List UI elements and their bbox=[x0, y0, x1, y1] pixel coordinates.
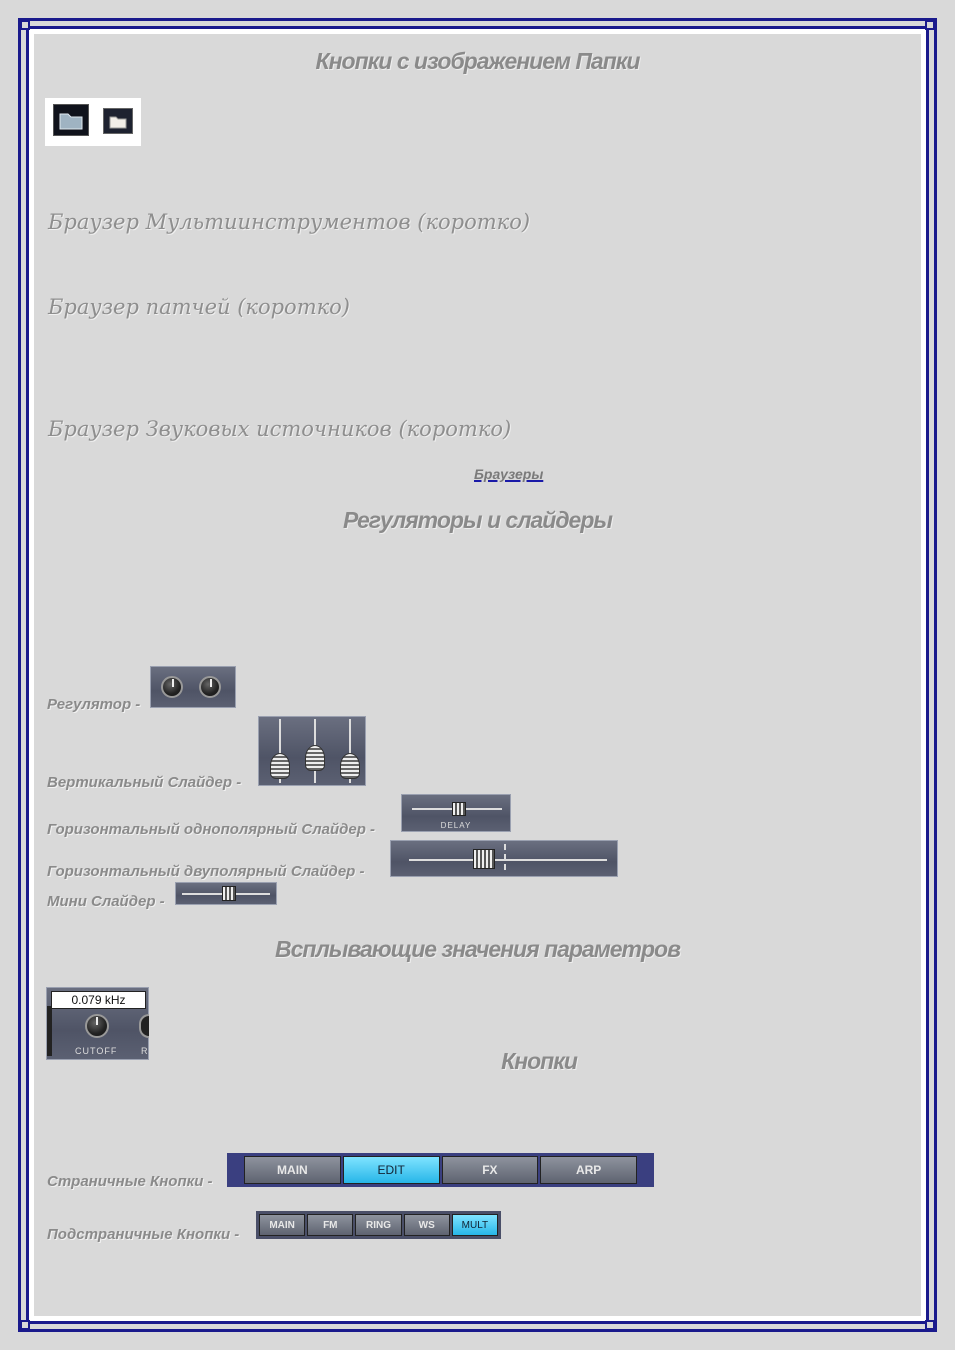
partial-knob bbox=[139, 1014, 149, 1038]
center-marker bbox=[504, 844, 506, 874]
tab-fm[interactable]: FM bbox=[307, 1214, 353, 1236]
heading-popup-values: Всплывающие значения параметров bbox=[275, 936, 680, 962]
folder-icon bbox=[104, 109, 132, 133]
corner-ornament bbox=[925, 1320, 935, 1330]
tab-mult[interactable]: MULT bbox=[452, 1214, 498, 1236]
tab-ws[interactable]: WS bbox=[404, 1214, 450, 1236]
tab-ring[interactable]: RING bbox=[355, 1214, 401, 1236]
horizontal-unipolar-slider-panel bbox=[401, 794, 511, 832]
knob[interactable] bbox=[199, 676, 221, 698]
document-page bbox=[34, 34, 921, 1316]
cutoff-label: CUTOFF bbox=[75, 1046, 118, 1056]
folder-icon bbox=[54, 105, 88, 135]
corner-ornament bbox=[20, 20, 30, 30]
patch-browser-title: Браузер патчей (коротко) bbox=[48, 295, 350, 319]
mini-slider-panel bbox=[175, 882, 277, 905]
slider-track bbox=[409, 859, 607, 861]
popup-value-tooltip: 0.079 kHz bbox=[51, 991, 146, 1009]
vertical-slider-handle[interactable] bbox=[270, 753, 290, 779]
knob-label: Регулятор - bbox=[47, 696, 141, 713]
subpage-tab-bar bbox=[256, 1211, 501, 1239]
subpage-buttons-label: Подстраничные Кнопки - bbox=[47, 1226, 240, 1243]
folder-button-small[interactable] bbox=[103, 108, 133, 134]
mini-slider-handle[interactable] bbox=[222, 886, 236, 901]
multi-browser-title: Браузер Мультиинструментов (коротко) bbox=[48, 210, 531, 234]
tab-main[interactable]: MAIN bbox=[244, 1156, 341, 1184]
mini-slider-label: Мини Слайдер - bbox=[47, 893, 165, 910]
cutoff-knob[interactable] bbox=[85, 1014, 109, 1038]
tab-edit[interactable]: EDIT bbox=[343, 1156, 440, 1184]
vertical-slider-label: Вертикальный Слайдер - bbox=[47, 774, 242, 791]
page-tab-bar bbox=[227, 1153, 654, 1187]
tab-arp[interactable]: ARP bbox=[540, 1156, 637, 1184]
heading-folder-buttons: Кнопки с изображением Папки bbox=[315, 48, 640, 74]
page-buttons-label: Страничные Кнопки - bbox=[47, 1173, 213, 1190]
folder-buttons-panel bbox=[45, 98, 141, 146]
horizontal-slider-handle[interactable] bbox=[452, 802, 466, 816]
heading-buttons: Кнопки bbox=[501, 1048, 577, 1074]
browsers-link[interactable]: Браузеры bbox=[474, 466, 544, 482]
tab-main[interactable]: MAIN bbox=[259, 1214, 305, 1236]
corner-ornament bbox=[20, 1320, 30, 1330]
popup-value-panel bbox=[46, 987, 149, 1060]
horizontal-unipolar-slider-label: Горизонтальный однополярный Слайдер - bbox=[47, 821, 376, 838]
knob[interactable] bbox=[161, 676, 183, 698]
horizontal-bipolar-slider-label: Горизонтальный двуполярный Слайдер - bbox=[47, 863, 365, 880]
horizontal-slider-handle[interactable] bbox=[473, 849, 495, 869]
corner-ornament bbox=[925, 20, 935, 30]
horizontal-bipolar-slider-panel bbox=[390, 840, 618, 877]
panel-edge bbox=[47, 1006, 52, 1056]
heading-knobs-sliders: Регуляторы и слайдеры bbox=[342, 507, 613, 533]
vertical-slider-handle[interactable] bbox=[305, 745, 325, 771]
vertical-slider-handle[interactable] bbox=[340, 753, 360, 779]
cropped-knob-label: R bbox=[141, 1046, 148, 1056]
vertical-slider-panel bbox=[258, 716, 366, 786]
delay-label: DELAY bbox=[440, 821, 472, 830]
tab-fx[interactable]: FX bbox=[442, 1156, 539, 1184]
knob-panel bbox=[150, 666, 236, 708]
folder-button-large[interactable] bbox=[53, 104, 89, 136]
source-browser-title: Браузер Звуковых источников (коротко) bbox=[48, 417, 512, 441]
